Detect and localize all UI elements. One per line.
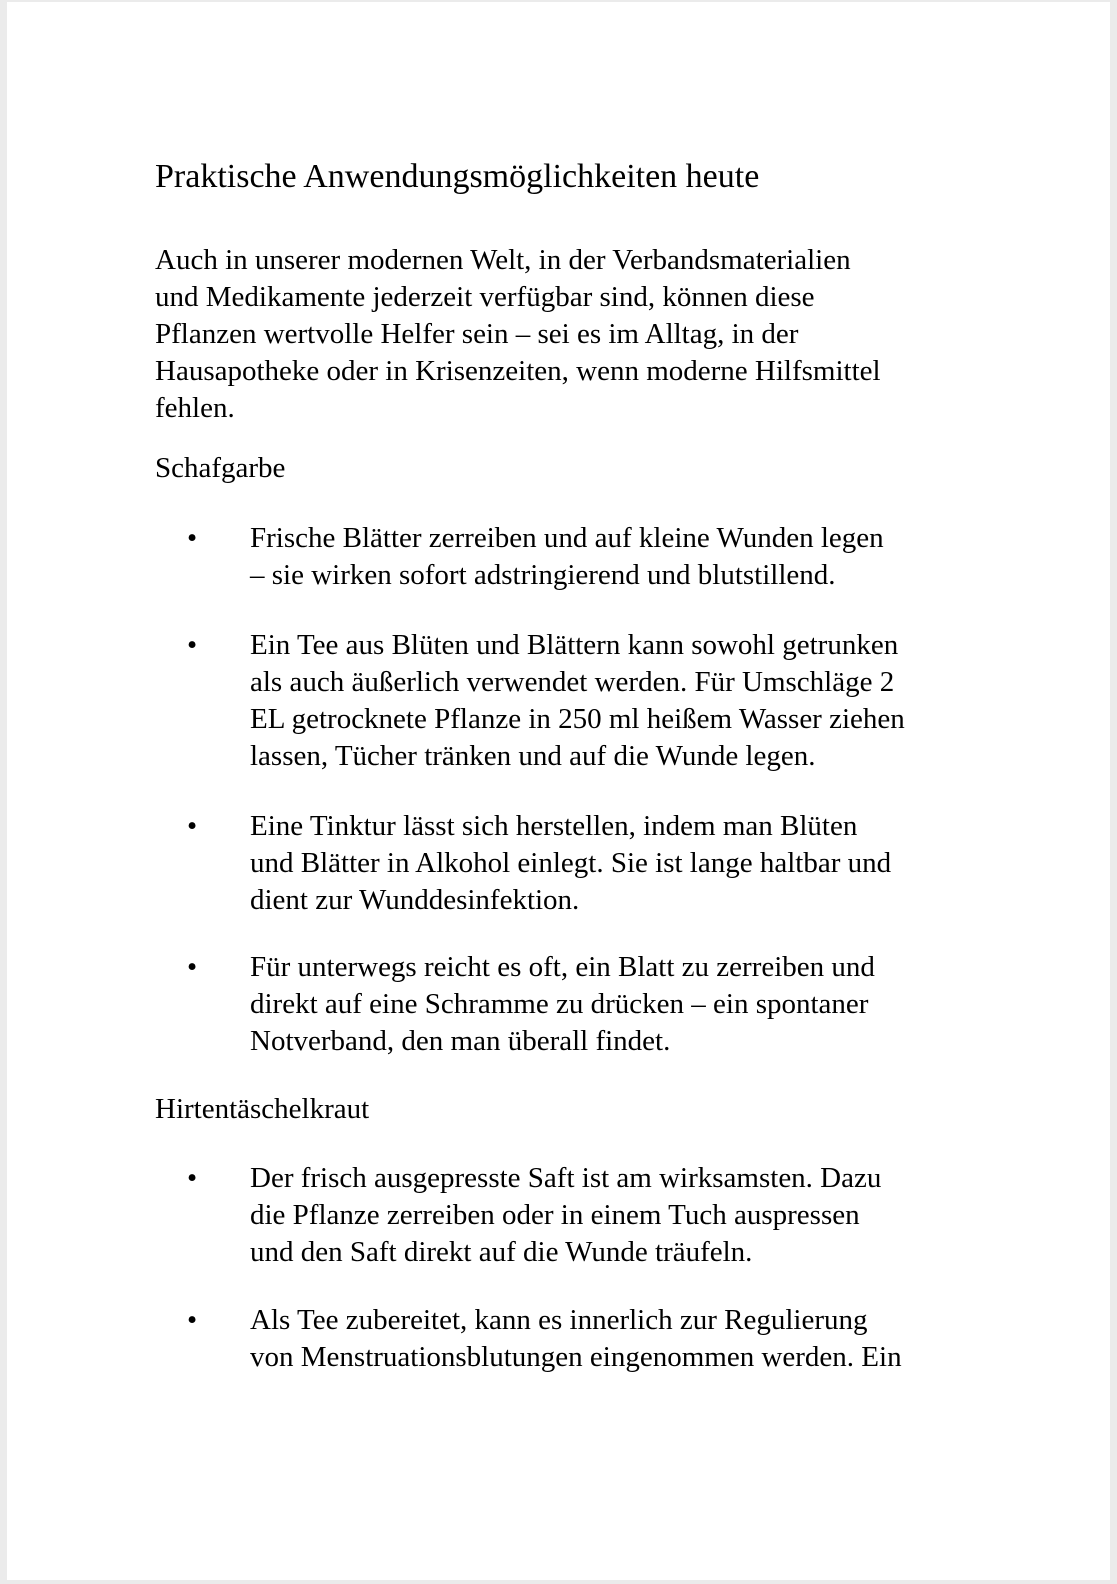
bullet-text [250, 520, 1070, 594]
page-content [7, 2, 1110, 1376]
text-line: Als Tee zubereitet, kann es innerlich zur Regulierung [250, 1304, 868, 1336]
text-line: EL getrocknete Pflanze in 250 ml heißem Wasser ziehen [250, 703, 905, 735]
text-line: und Blätter in Alkohol einlegt. Sie ist lange haltbar und [250, 847, 892, 879]
text-line: dient zur Wunddesinfektion. [250, 884, 580, 916]
page-title: Praktische Anwendungsmöglichkeiten heute [155, 158, 760, 195]
bullet-text [250, 1160, 1070, 1271]
bullet-text [250, 1302, 1070, 1376]
text-line: Notverband, den man überall findet. [250, 1025, 671, 1057]
text-line: Frische Blätter zerreiben und auf kleine Wunden legen [250, 522, 884, 554]
text-line: Pflanzen wertvolle Helfer sein – sei es im Alltag, in der [155, 318, 799, 350]
text-line: von Menstruationsblutungen eingenommen werden. Ein [250, 1341, 902, 1373]
document-page [7, 2, 1110, 1580]
text-line: Der frisch ausgepresste Saft ist am wirksamsten. Dazu [250, 1162, 882, 1194]
intro-paragraph [155, 242, 1070, 427]
bullet-icon: • [187, 522, 198, 554]
bullet-text [250, 808, 1070, 919]
bullet-icon: • [187, 629, 198, 661]
section-heading-schafgarbe: Schafgarbe [155, 452, 286, 484]
section-heading-hirtentaeschelkraut: Hirtentäschelkraut [155, 1093, 370, 1125]
text-line: als auch äußerlich verwendet werden. Für Umschläge 2 [250, 666, 895, 698]
bullet-text [250, 949, 1070, 1060]
text-line: Eine Tinktur lässt sich herstellen, indem man Blüten [250, 810, 858, 842]
bullet-item [155, 949, 1070, 1060]
bullet-item [155, 808, 1070, 919]
bullet-item [155, 1160, 1070, 1271]
bullet-icon: • [187, 1162, 198, 1194]
text-line: fehlen. [155, 392, 235, 424]
text-line: und Medikamente jederzeit verfügbar sind, können diese [155, 281, 815, 313]
text-line: und den Saft direkt auf die Wunde träufeln. [250, 1236, 753, 1268]
text-line: die Pflanze zerreiben oder in einem Tuch auspressen [250, 1199, 860, 1231]
bullet-item [155, 520, 1070, 594]
bullet-text [250, 627, 1070, 775]
text-line: direkt auf eine Schramme zu drücken – ein spontaner [250, 988, 869, 1020]
text-line: lassen, Tücher tränken und auf die Wunde legen. [250, 740, 816, 772]
text-line: – sie wirken sofort adstringierend und blutstillend. [250, 559, 836, 591]
bullet-icon: • [187, 951, 198, 983]
text-line: Hausapotheke oder in Krisenzeiten, wenn moderne Hilfsmittel [155, 355, 881, 387]
text-line: Ein Tee aus Blüten und Blättern kann sowohl getrunken [250, 629, 899, 661]
text-line: Auch in unserer modernen Welt, in der Verbandsmaterialien [155, 244, 851, 276]
bullet-item [155, 627, 1070, 775]
bullet-item [155, 1302, 1070, 1376]
text-line: Für unterwegs reicht es oft, ein Blatt zu zerreiben und [250, 951, 875, 983]
bullet-icon: • [187, 810, 198, 842]
bullet-icon: • [187, 1304, 198, 1336]
